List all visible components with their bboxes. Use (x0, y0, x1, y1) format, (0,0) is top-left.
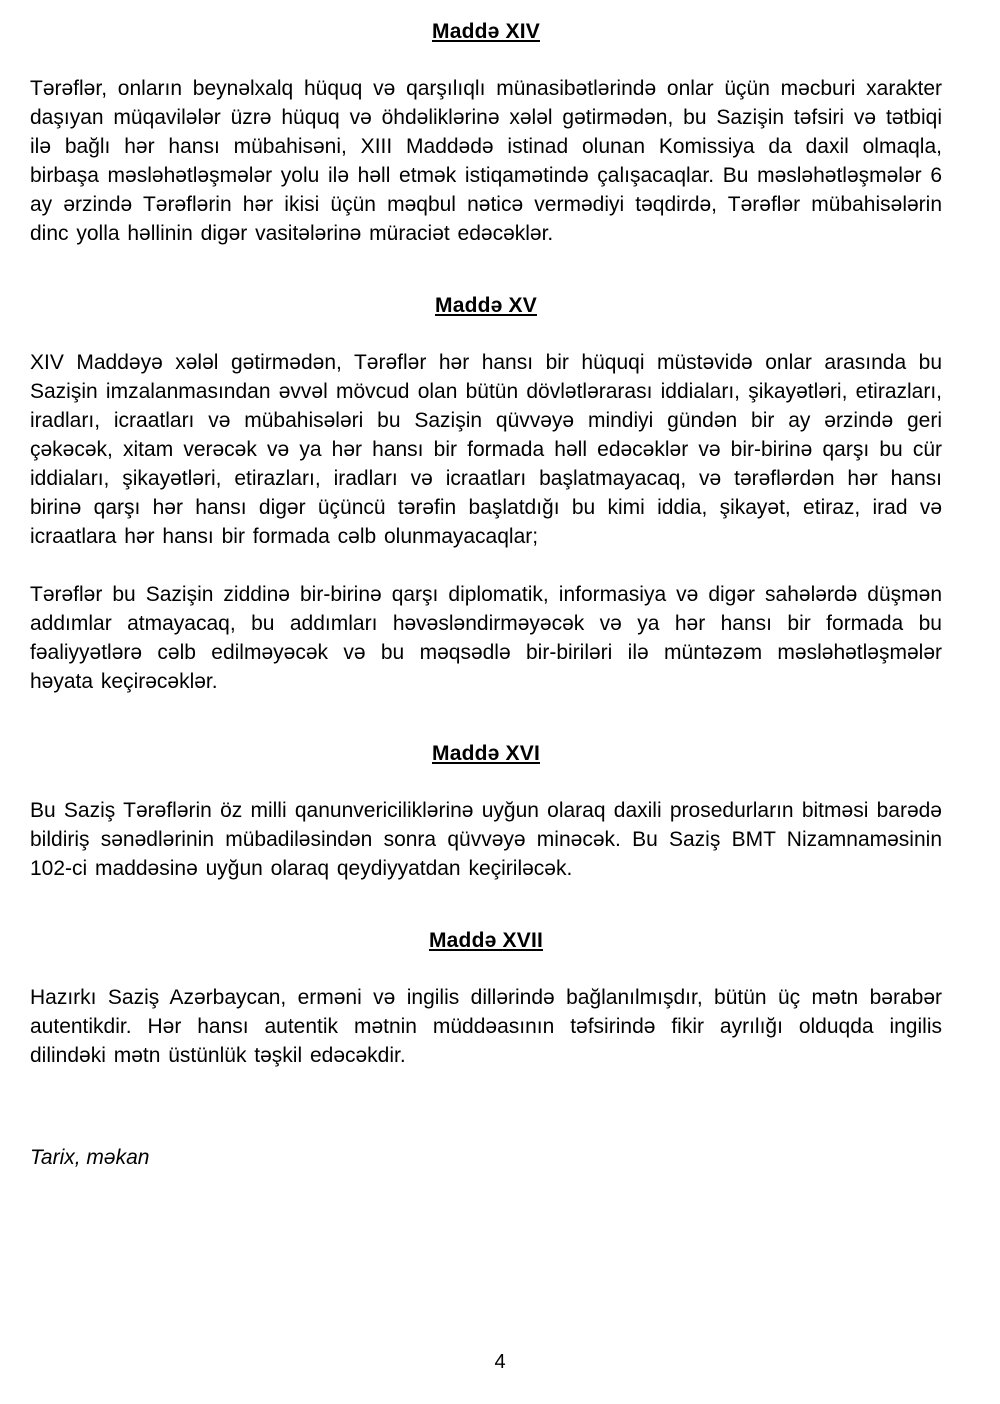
section-madde-xv (30, 294, 942, 696)
page-number: 4 (494, 1351, 506, 1373)
paragraph-madde-xiv-1: Tərəflər, onların beynəlxalq hüquq və qarşılıqlı münasibətlərində onlar üçün məcburi xarakter daşıyan müqavilələr üzrə hüquq və öhdəliklərinə xələl gətirmədən, bu Sazişin təfsiri və tətbiqi ilə bağlı hər hansı mübahisəni, XIII Maddədə istinad olunan Komissiya da daxil olmaqla, birbaşa məsləhətləşmələr yolu ilə həll etmək istiqamətində çalışacaqlar. Bu məsləhətləşmələr 6 ay ərzində Tərəflərin hər ikisi üçün məqbul nəticə vermədiyi təqdirdə, Tərəflər mübahisələrin dinc yolla həllinin digər vasitələrinə müraciət edəcəklər. (30, 77, 942, 245)
section-madde-xiv (30, 20, 942, 248)
section-heading-madde-xiv: Maddə XIV (432, 20, 540, 43)
paragraph-madde-xvii-1: Hazırkı Saziş Azərbaycan, erməni və ingilis dillərində bağlanılmışdır, bütün üç mətn bərabər autentikdir. Hər hansı autentik mətnin müddəasının təfsirində fikir ayrılığı olduqda ingilis dilindəki mətn üstünlük təşkil edəcəkdir. (30, 986, 942, 1067)
section-heading-madde-xvii: Maddə XVII (428, 929, 544, 952)
section-heading-madde-xvi: Maddə XVI (432, 742, 540, 765)
section-madde-xvii (30, 929, 942, 1070)
section-heading-madde-xv: Maddə XV (435, 294, 537, 317)
paragraph-madde-xv-1: XIV Maddəyə xələl gətirmədən, Tərəflər hər hansı bir hüquqi müstəvidə onlar arasında bu Sazişin imzalanmasından əvvəl mövcud olan bütün dövlətlərarası iddiaları, şikayətləri, etirazları, iradları, icraatları və mübahisələri bu Sazişin qüvvəyə mindiyi gündən bir ay ərzində geri çəkəcək, xitam verəcək və ya hər hansı bir formada həll edəcəklər və bir-birinə qarşı bu cür iddiaları, şikayətləri, etirazları, iradları və icraatları başlatmayacaq, və tərəflərdən hər hansı birinə qarşı hər hansı digər üçüncü tərəfin başlatdığı bu kimi iddia, şikayət, etiraz, irad və icraatlara hər hansı bir formada cəlb olunmayacaqlar; (30, 351, 942, 548)
date-place-line: Tarix, məkan (30, 1146, 150, 1169)
paragraph-madde-xv-2: Tərəflər bu Sazişin ziddinə bir-birinə qarşı diplomatik, informasiya və digər sahələrdə düşmən addımlar atmayacaq, bu addımları həvəsləndirməyəcək və ya hər hansı bir formada bu fəaliyyətlərə cəlb edilməyəcək və bu məqsədlə bir-biriləri ilə müntəzəm məsləhətləşmələr həyata keçirəcəklər. (30, 583, 942, 693)
section-madde-xvi (30, 742, 942, 883)
paragraph-madde-xvi-1: Bu Saziş Tərəflərin öz milli qanunvericiliklərinə uyğun olaraq daxili prosedurların bitməsi barədə bildiriş sənədlərinin mübadiləsindən sonra qüvvəyə minəcək. Bu Saziş BMT Nizamnaməsinin 102-ci maddəsinə uyğun olaraq qeydiyyatdan keçiriləcək. (30, 799, 942, 880)
